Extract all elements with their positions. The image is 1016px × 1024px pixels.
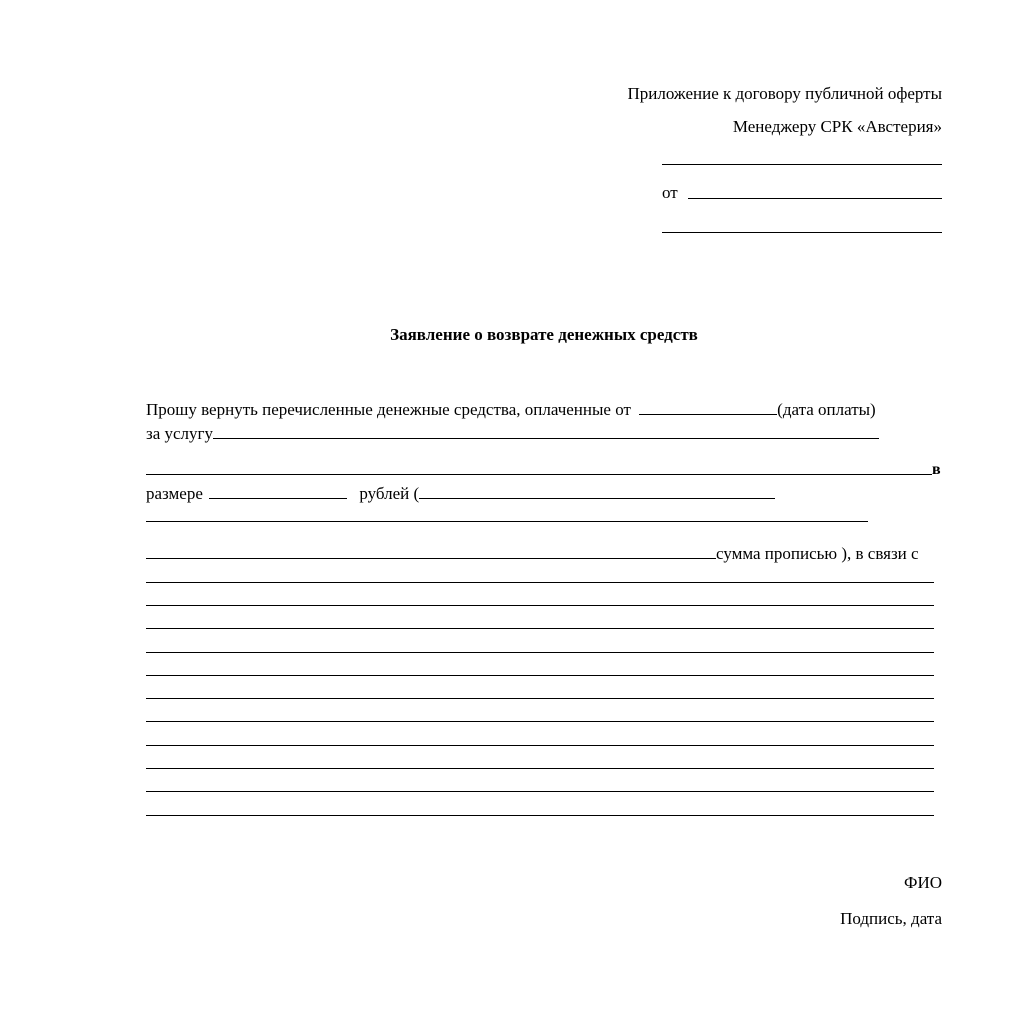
from-name-blank[interactable] <box>688 198 942 199</box>
addressee: Менеджеру СРК «Австерия» <box>732 117 942 136</box>
payment-date-hint: (дата оплаты) <box>777 400 876 419</box>
appendix-note: Приложение к договору публичной оферты <box>627 84 942 103</box>
amount-words-line <box>146 543 919 564</box>
refund-request-text: Прошу вернуть перечисленные денежные средства, оплаченные от <box>146 400 631 419</box>
refund-request-line <box>146 399 876 420</box>
amount-words-hint: сумма прописью ), в связи с <box>716 544 919 563</box>
reason-line[interactable] <box>146 721 934 722</box>
reason-line[interactable] <box>146 745 934 746</box>
reason-line[interactable] <box>146 791 934 792</box>
reason-line[interactable] <box>146 675 934 676</box>
reason-line[interactable] <box>146 628 934 629</box>
amount-label: размере <box>146 484 203 503</box>
fio-label: ФИО <box>904 873 942 892</box>
from-extra-blank[interactable] <box>662 232 942 233</box>
in-label: в <box>932 461 941 478</box>
reason-line[interactable] <box>146 698 934 699</box>
payment-date-blank[interactable] <box>639 399 777 415</box>
service-line <box>146 423 879 444</box>
amount-words-end-blank[interactable] <box>146 543 716 559</box>
service-continuation-blank[interactable] <box>146 474 932 475</box>
reason-line[interactable] <box>146 605 934 606</box>
service-blank[interactable] <box>213 423 879 439</box>
from-label: от <box>662 183 678 202</box>
addressee-name-blank[interactable] <box>662 164 942 165</box>
reason-line[interactable] <box>146 768 934 769</box>
amount-words-continuation-blank[interactable] <box>146 521 868 522</box>
reason-line[interactable] <box>146 582 934 583</box>
reason-line[interactable] <box>146 815 934 816</box>
reason-line[interactable] <box>146 652 934 653</box>
document-title: Заявление о возврате денежных средств <box>390 325 698 344</box>
service-label: за услугу <box>146 424 214 443</box>
signature-date-label: Подпись, дата <box>840 909 942 928</box>
amount-line <box>146 483 775 504</box>
rubles-label: рублей ( <box>359 484 420 503</box>
amount-words-blank[interactable] <box>419 483 775 499</box>
amount-blank[interactable] <box>209 483 347 499</box>
